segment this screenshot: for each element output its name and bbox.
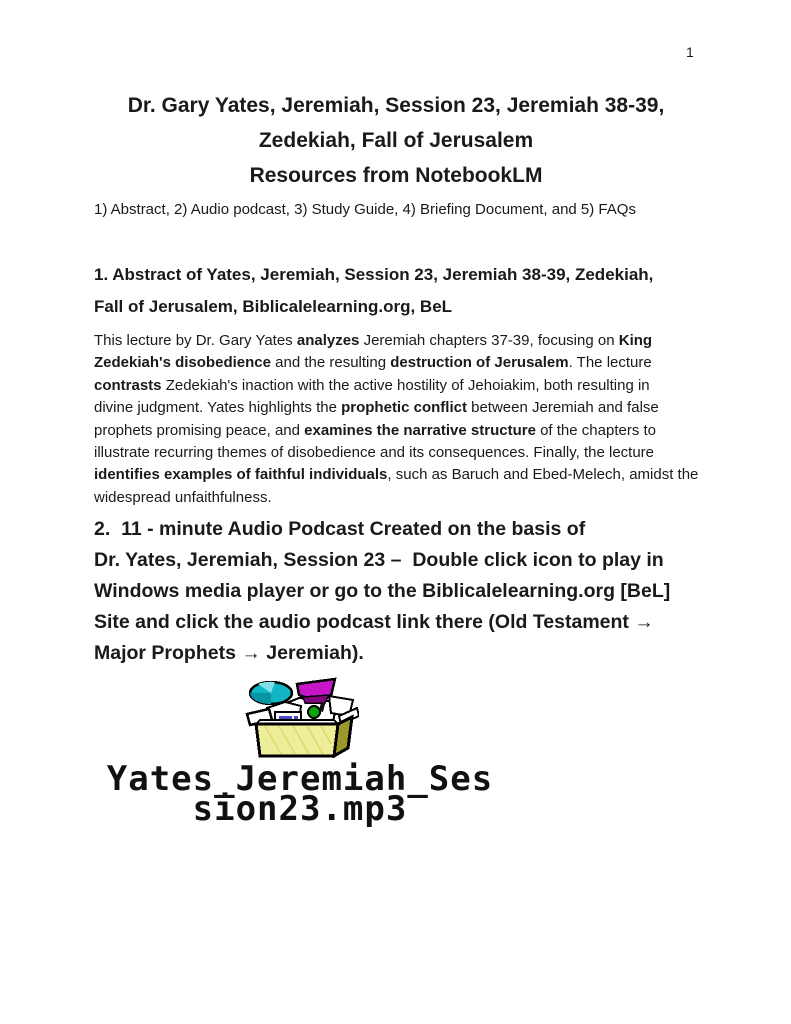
paragraph-line: prophets promising peace, and examines the narrative structure of the chapters to xyxy=(94,421,656,439)
podcast-heading-line: Windows media player or go to the Biblicalelearning.org [BeL] xyxy=(94,580,671,602)
podcast-heading-line: 2. 11 - minute Audio Podcast Created on the basis of xyxy=(94,518,586,540)
podcast-heading-line: Dr. Yates, Jeremiah, Session 23 – Double click icon to play in xyxy=(94,549,664,571)
abstract-heading-line: Fall of Jerusalem, Biblicalelearning.org, BeL xyxy=(94,297,453,316)
audio-podcast-section-heading xyxy=(94,514,670,669)
paragraph-line: identifies examples of faithful individuals, such as Baruch and Ebed-Melech, amidst the xyxy=(94,466,699,484)
abstract-heading-line: 1. Abstract of Yates, Jeremiah, Session 23, Jeremiah 38-39, Zedekiah, xyxy=(94,265,654,284)
document-title-line: Resources from NotebookLM xyxy=(249,164,543,187)
paragraph-line: illustrate recurring themes of disobedience and its consequences. Finally, the lecture xyxy=(94,444,655,462)
mp3-filename-caption xyxy=(94,759,506,829)
document-title-line: Zedekiah, Fall of Jerusalem xyxy=(258,129,534,152)
paragraph-line: divine judgment. Yates highlights the prophetic conflict between Jeremiah and false xyxy=(94,399,659,417)
document-title xyxy=(94,88,698,193)
paragraph-line: Zedekiah's disobedience and the resulting destruction of Jerusalem. The lecture xyxy=(94,354,652,372)
paragraph-line: widespread unfaithfulness. xyxy=(94,488,272,506)
mp3-attachment-figure xyxy=(94,676,506,829)
document-title-line: Dr. Gary Yates, Jeremiah, Session 23, Jeremiah 38-39, xyxy=(127,94,665,117)
paragraph-line: contrasts Zedekiah's inaction with the active hostility of Jehoiakim, both resulting in xyxy=(94,376,650,394)
podcast-heading-line: Major Prophets → Jeremiah). xyxy=(94,642,364,664)
podcast-heading-line: Site and click the audio podcast link there (Old Testament → xyxy=(94,611,654,633)
mp3-package-icon[interactable] xyxy=(241,676,359,758)
abstract-section-heading xyxy=(94,259,653,323)
page-number: 1 xyxy=(686,44,694,60)
resources-list-line: 1) Abstract, 2) Audio podcast, 3) Study Guide, 4) Briefing Document, and 5) FAQs xyxy=(94,201,636,218)
paragraph-line: This lecture by Dr. Gary Yates analyzes Jeremiah chapters 37-39, focusing on King xyxy=(94,332,653,349)
mp3-filename-line: sion23.mp3 xyxy=(192,789,408,829)
abstract-paragraph xyxy=(94,330,698,509)
mp3-filename-line: Yates_Jeremiah_Ses xyxy=(106,759,494,799)
